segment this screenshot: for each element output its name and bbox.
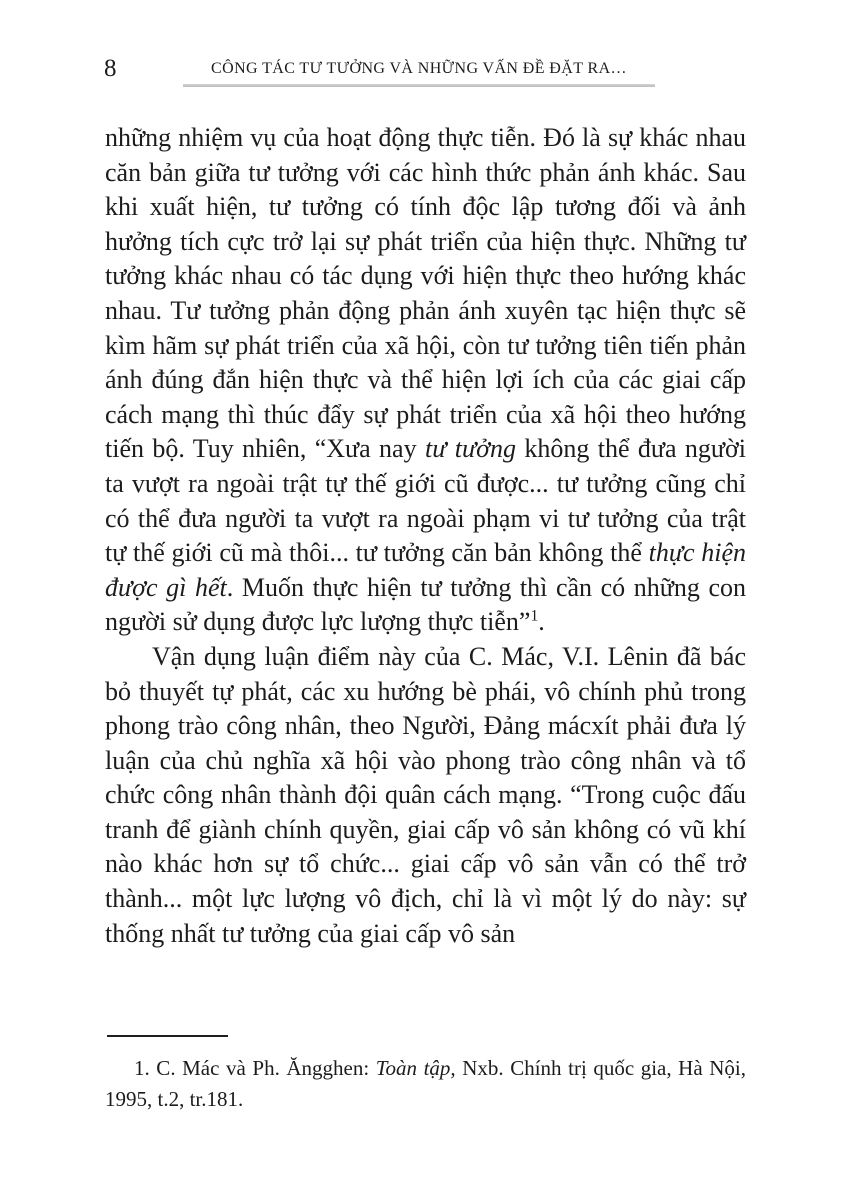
text-run: tư tưởng (424, 434, 517, 464)
text-run: . (538, 607, 545, 637)
text-run: . Muốn thực hiện tư tưởng thì cần có những con người sử dụng được lực lượng thực tiễn” (105, 572, 746, 637)
running-head (183, 60, 655, 87)
footnote-reference: 1 (530, 607, 539, 625)
text-run: Nxb. Chính trị quốc gia, Hà Nội, 1995, t.2, tr.181. (105, 1056, 746, 1111)
running-title: CÔNG TÁC TƯ TƯỞNG VÀ NHỮNG VẤN ĐỀ ĐẶT RA… (211, 60, 627, 77)
text-run: Toàn tập, (375, 1056, 456, 1080)
text-run: không thể đưa người ta vượt ra ngoài trật tự thế giới cũ được... tư tưởng cũng chỉ có thể đưa người ta vượt ra ngoài phạm vi tư tưởng của trật tự thế giới cũ mà thôi... tư tưởng căn bản không thể (105, 434, 746, 568)
text-run: thực hiện được gì hết (105, 538, 746, 602)
text-run: những nhiệm vụ của hoạt động thực tiễn. Đó là sự khác nhau căn bản giữa tư tưởng với các hình thức phản ánh khác. Sau khi xuất hiện, tư tưởng có tính độc lập tương đối và ảnh hưởng tích cực trở lại sự phát triển của hiện thực. Những tư tưởng khác nhau có tác dụng với hiện thực theo hướng khác nhau. Tư tưởng phản động phản ánh xuyên tạc hiện thực sẽ kìm hãm sự phát triển của xã hội, còn tư tưởng tiên tiến phản ánh đúng đắn hiện thực và thể hiện lợi ích của các giai cấp cách mạng thì thúc đẩy sự phát triển của xã hội theo hướng tiến bộ. Tuy nhiên, “Xưa nay (105, 123, 746, 464)
footnote-rule (107, 1035, 228, 1037)
paragraph (105, 640, 746, 951)
page-number: 8 (104, 55, 117, 82)
text-run: Vận dụng luận điểm này của C. Mác, V.I. Lênin đã bác bỏ thuyết tự phát, các xu hướng bè phái, vô chính phủ trong phong trào công nhân, theo Người, Đảng mácxít phải đưa lý luận của chủ nghĩa xã hội vào phong trào công nhân và tổ chức công nhân thành đội quân cách mạng. “Trong cuộc đấu tranh để giành chính quyền, giai cấp vô sản không có vũ khí nào khác hơn sự tổ chức... giai cấp vô sản vẫn có thể trở thành... một lực lượng vô địch, chỉ là vì một lý do này: sự thống nhất tư tưởng của giai cấp vô sản (105, 641, 746, 948)
text-run: 1. C. Mác và Ph. Ăngghen: (134, 1056, 376, 1080)
footnote-text (105, 1053, 746, 1115)
body-text (105, 121, 746, 951)
paragraph (105, 121, 746, 640)
header-rule (183, 84, 655, 87)
